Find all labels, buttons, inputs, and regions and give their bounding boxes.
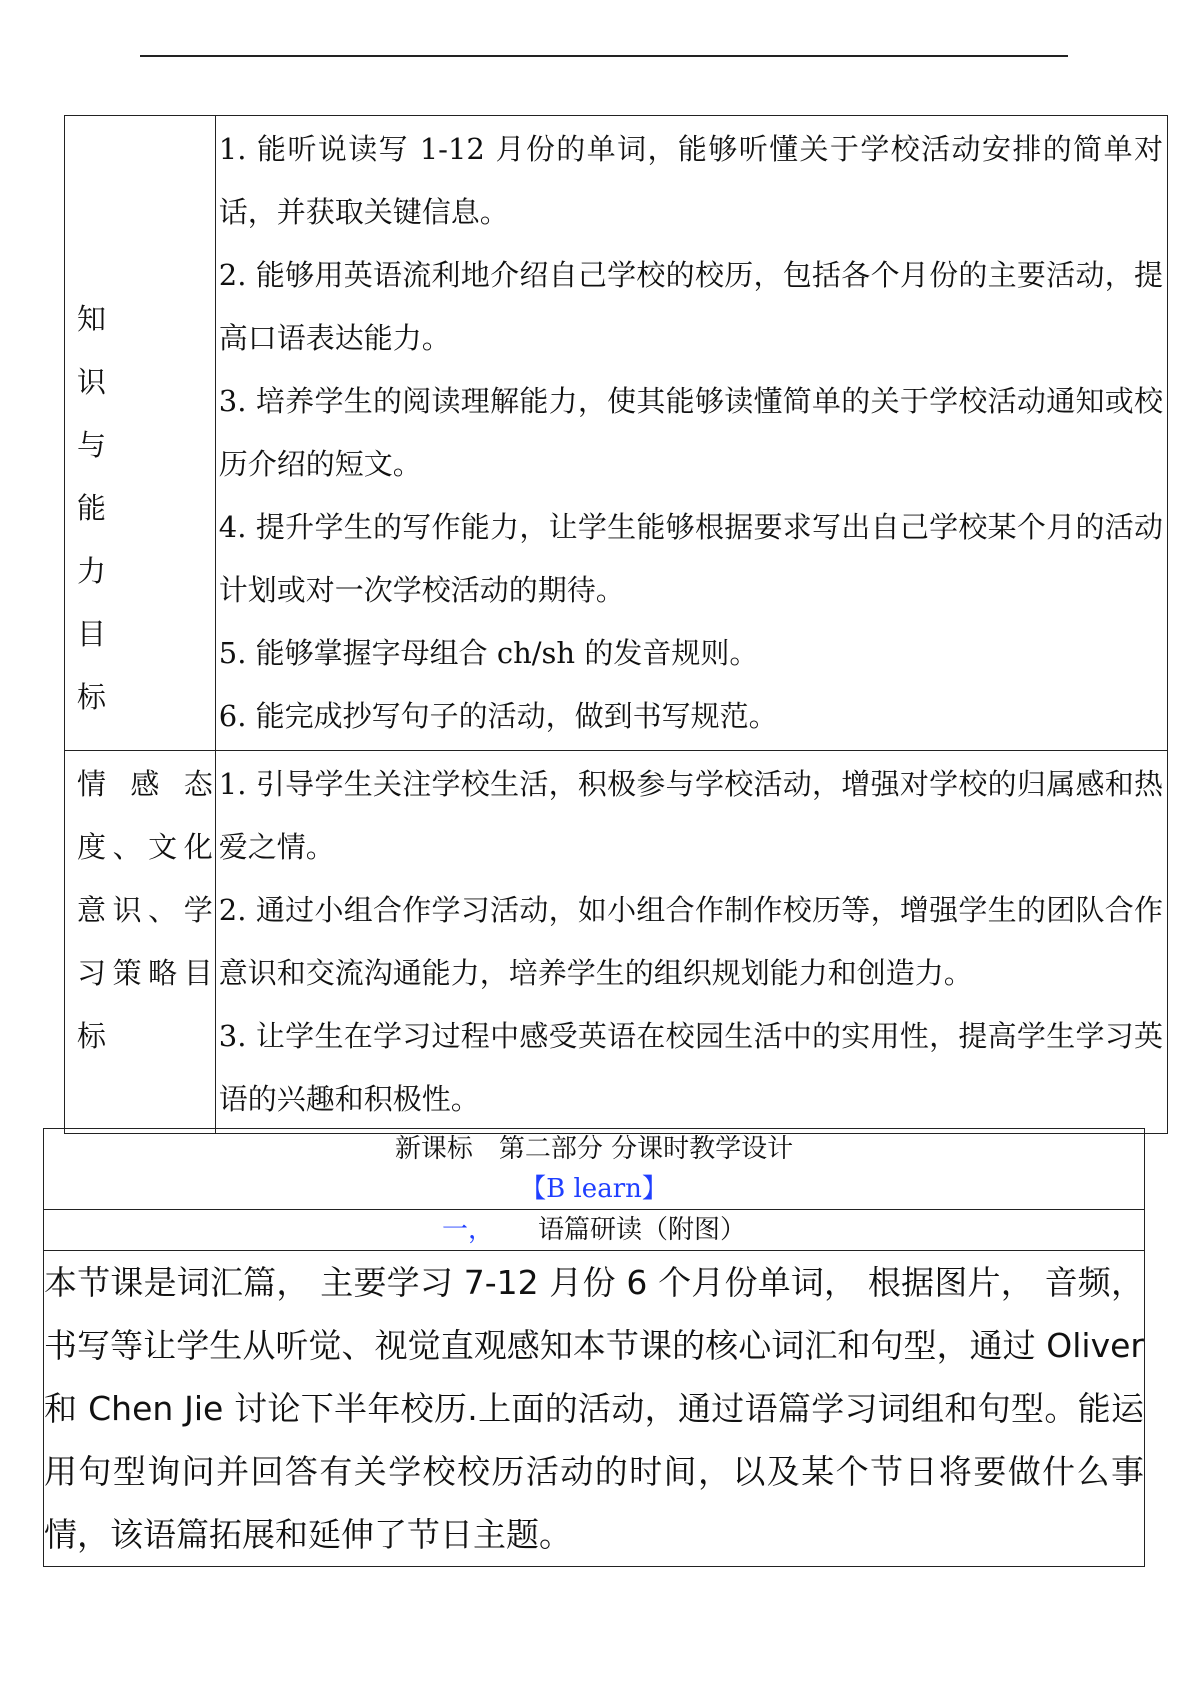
knowledge-label-char: 与	[77, 428, 107, 462]
section-heading-cell	[44, 1210, 1145, 1251]
knowledge-label	[65, 116, 215, 729]
lesson-header-subtitle: 【B learn】	[520, 1174, 668, 1204]
lesson-header-title: 新课标 第二部分 分课时教学设计	[394, 1134, 794, 1164]
knowledge-label-char: 能	[77, 491, 107, 525]
lesson-header-cell	[44, 1129, 1145, 1210]
emotion-item: 3. 让学生在学习过程中感受英语在校园生活中的实用性，提高学生学习英语的兴趣和积极性。	[218, 1019, 1163, 1116]
knowledge-item: 2. 能够用英语流利地介绍自己学校的校历，包括各个月份的主要活动，提高口语表达能力。	[218, 258, 1163, 355]
knowledge-item: 4. 提升学生的写作能力，让学生能够根据要求写出自己学校某个月的活动计划或对一次学校活动的期待。	[218, 510, 1163, 607]
emotion-label: 情感态度、文化意识、学习策略目标	[77, 767, 213, 1053]
section-title: 语篇研读（附图）	[538, 1215, 747, 1245]
knowledge-label-char: 目	[77, 617, 107, 651]
emotion-item: 2. 通过小组合作学习活动，如小组合作制作校历等，增强学生的团队合作意识和交流沟通能力，培养学生的组织规划能力和创造力。	[218, 893, 1163, 990]
intro-row	[44, 1251, 1145, 1567]
emotion-item: 1. 引导学生关注学校生活，积极参与学校活动，增强对学校的归属感和热爱之情。	[218, 767, 1163, 864]
knowledge-label-char: 知	[77, 302, 107, 336]
knowledge-label-cell	[65, 116, 216, 751]
header-rule	[140, 55, 1068, 57]
knowledge-label-char: 识	[77, 365, 107, 399]
knowledge-item: 6. 能完成抄写句子的活动，做到书写规范。	[218, 699, 778, 733]
knowledge-label-char: 力	[77, 554, 107, 588]
emotion-row	[65, 751, 1168, 1134]
objectives-table	[64, 115, 1168, 1134]
emotion-label-cell	[65, 751, 216, 1134]
emotion-content-cell	[215, 751, 1167, 1134]
knowledge-row	[65, 116, 1168, 751]
lesson-header-row	[44, 1129, 1145, 1210]
knowledge-label-char: 标	[77, 680, 107, 714]
lesson-design-table	[43, 1128, 1145, 1567]
knowledge-item: 5. 能够掌握字母组合 ch/sh 的发音规则。	[218, 636, 759, 670]
section-row	[44, 1210, 1145, 1251]
knowledge-item: 3. 培养学生的阅读理解能力，使其能够读懂简单的关于学校活动通知或校历介绍的短文。	[218, 384, 1163, 481]
knowledge-content-cell	[215, 116, 1167, 751]
knowledge-item: 1. 能听说读写 1-12 月份的单词，能够听懂关于学校活动安排的简单对话，并获取关键信息。	[218, 132, 1163, 229]
section-number: 一，	[441, 1215, 494, 1245]
intro-text: 本节课是词汇篇， 主要学习 7-12 月份 6 个月份单词， 根据图片， 音频， 书写等让学生从听觉、视觉直观感知本节课的核心词汇和句型，通过 Oliver 和 Chen Jie 讨论下半年校历.上面的活动，通过语篇学习词组和句型。能运用句型询问并回答有关学校校历活动的时间，以及某个节日将要做什么事情，该语篇拓展和延伸了节日主题。	[44, 1251, 1145, 1567]
